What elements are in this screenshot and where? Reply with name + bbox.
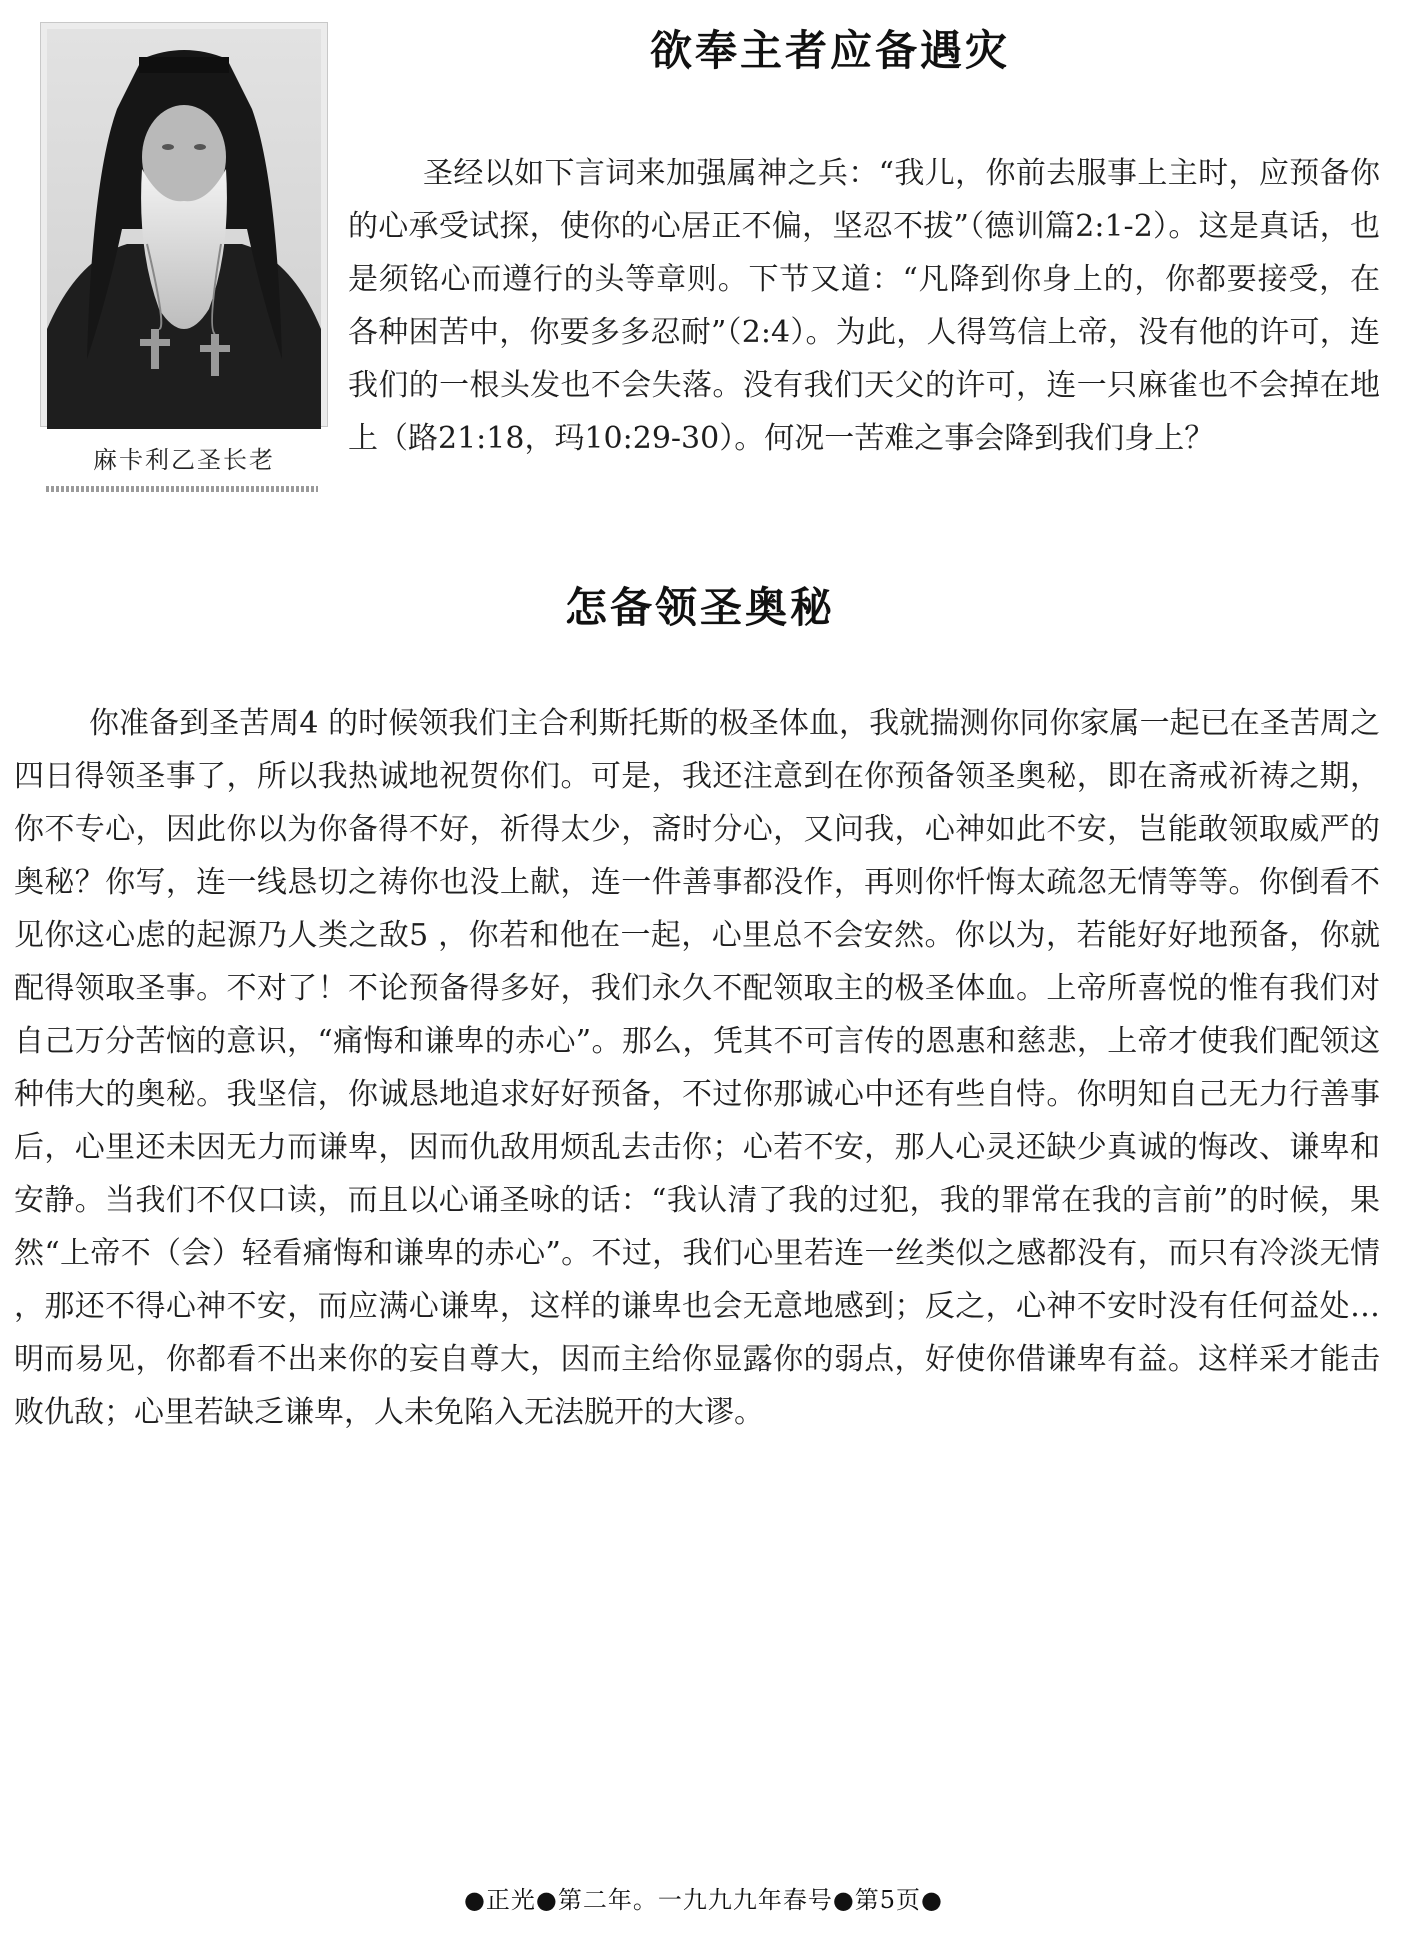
- caption-divider: [46, 486, 318, 492]
- page-footer: ●正光●第二年。一九九九年春号●第5页●: [463, 1886, 944, 1914]
- elder-portrait-image: [47, 29, 321, 429]
- section2-title: 怎备领圣奥秘: [564, 583, 835, 632]
- elder-portrait-photo: [47, 29, 321, 429]
- section1-title: 欲奉主者应备遇灾: [649, 26, 1010, 75]
- portrait-caption: 麻卡利乙圣长老: [93, 446, 275, 474]
- portrait-frame: [40, 22, 328, 427]
- section2-body: 你准备到圣苦周4 的时候领我们主合利斯托斯的极圣体血，我就揣测你同你家属一起已在圣苦周之四日得领圣事了，所以我热诚地祝贺你们。可是，我还注意到在你预备领圣奥秘，即在斋戒祈祷之期，你不专心，因此你以为你备得不好，祈得太少，斋时分心，又问我，心神如此不安，岂能敢领取威严的奥秘？你写，连一线恳切之祷你也没上献，连一件善事都没作，再则你忏悔太疏忽无情等等。你倒看不见你这心虑的起源乃人类之敌5 ，你若和他在一起，心里总不会安然。你以为，若能好好地预备，你就配得领取圣事。不对了！不论预备得多好，我们永久不配领取主的极圣体血。上帝所喜悦的惟有我们对自己万分苦恼的意识，“痛悔和谦卑的赤心”。那么，凭其不可言传的恩惠和慈悲，上帝才使我们配领这种伟大的奥秘。我坚信，你诚恳地追求好好预备，不过你那诚心中还有些自恃。你明知自己无力行善事后，心里还未因无力而谦卑，因而仇敌用烦乱去击你；心若不安，那人心灵还缺少真诚的悔改、谦卑和安静。当我们不仅口读，而且以心诵圣咏的话：“我认清了我的过犯，我的罪常在我的言前”的时候，果然“上帝不（会）轻看痛悔和谦卑的赤心”。不过，我们心里若连一丝类似之感都没有，而只有冷淡无情，那还不得心神不安，而应满心谦卑，这样的谦卑也会无意地感到；反之，心神不安时没有任何益处…明而易见，你都看不出来你的妄自尊大，因而主给你显露你的弱点，好使你借谦卑有益。这样采才能击败仇敌；心里若缺乏谦卑，人未免陷入无法脱开的大谬。: [14, 706, 1380, 1430]
- section1-body: 圣经以如下言词来加强属神之兵：“我儿，你前去服事上主时，应预备你的心承受试探，使你的心居正不偏，坚忍不拔”（德训篇2:1-2）。这是真话，也是须铭心而遵行的头等章则。下节又道：“凡降到你身上的，你都要接受，在各种困苦中，你要多多忍耐”（2:4）。为此，人得笃信上帝，没有他的许可，连我们的一根头发也不会失落。没有我们天父的许可，连一只麻雀也不会掉在地上（路21:18，玛10:29-30）。何况一苦难之事会降到我们身上？: [348, 156, 1380, 456]
